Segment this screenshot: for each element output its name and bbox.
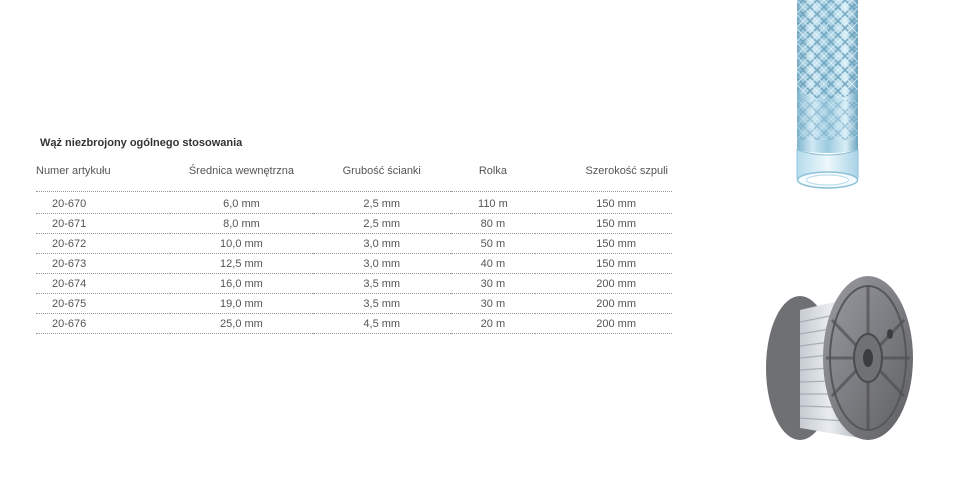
hose-reel-image [752,270,920,450]
cell-inner-diameter: 19,0 mm [170,294,313,314]
cell-wall-thickness: 2,5 mm [313,192,451,214]
cell-roll: 110 m [451,192,535,214]
header-wall-thickness: Grubość ścianki [313,162,451,192]
cell-wall-thickness: 4,5 mm [313,314,451,334]
table-row [36,214,672,234]
cell-article-number: 20-676 [36,314,170,334]
table-row [36,274,672,294]
cell-article-number: 20-674 [36,274,170,294]
cell-article-number: 20-673 [36,254,170,274]
table-row [36,314,672,334]
cell-roll: 30 m [451,274,535,294]
cell-wall-thickness: 2,5 mm [313,214,451,234]
cell-inner-diameter: 6,0 mm [170,192,313,214]
cell-wall-thickness: 3,0 mm [313,254,451,274]
header-spool-width: Szerokość szpuli [535,162,672,192]
table-row [36,294,672,314]
header-inner-diameter: Średnica wewnętrzna [170,162,313,192]
cell-inner-diameter: 25,0 mm [170,314,313,334]
cell-wall-thickness: 3,0 mm [313,234,451,254]
cell-article-number: 20-672 [36,234,170,254]
header-roll: Rolka [451,162,535,192]
cell-spool-width: 150 mm [535,214,672,234]
cell-inner-diameter: 8,0 mm [170,214,313,234]
cell-spool-width: 150 mm [535,234,672,254]
cell-inner-diameter: 10,0 mm [170,234,313,254]
header-article-number: Numer artykułu [36,162,170,192]
cell-wall-thickness: 3,5 mm [313,294,451,314]
cell-wall-thickness: 3,5 mm [313,274,451,294]
cell-roll: 20 m [451,314,535,334]
cell-article-number: 20-670 [36,192,170,214]
cell-spool-width: 150 mm [535,192,672,214]
cell-article-number: 20-671 [36,214,170,234]
cell-roll: 30 m [451,294,535,314]
cell-spool-width: 200 mm [535,274,672,294]
cell-article-number: 20-675 [36,294,170,314]
table-row [36,192,672,214]
cell-roll: 40 m [451,254,535,274]
cell-spool-width: 200 mm [535,314,672,334]
cell-spool-width: 150 mm [535,254,672,274]
cell-roll: 50 m [451,234,535,254]
cell-spool-width: 200 mm [535,294,672,314]
cell-roll: 80 m [451,214,535,234]
cell-inner-diameter: 12,5 mm [170,254,313,274]
cell-inner-diameter: 16,0 mm [170,274,313,294]
page-title: Wąż niezbrojony ogólnego stosowania [40,137,243,149]
table-row [36,254,672,274]
table-row [36,234,672,254]
table-header-row [36,162,672,192]
braided-hose-image [775,0,880,200]
spec-table [36,162,672,334]
